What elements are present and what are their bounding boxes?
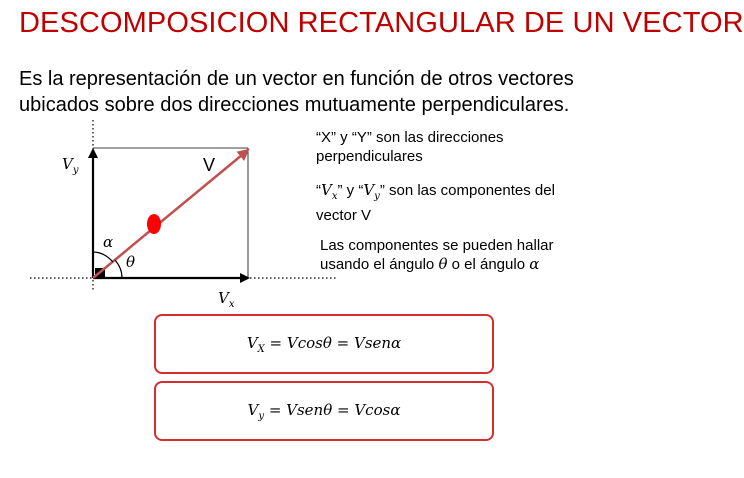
theta-arc bbox=[115, 260, 122, 278]
axes-note-line-1: “X” y “Y” son las direcciones bbox=[316, 129, 504, 146]
page-title: DESCOMPOSICION RECTANGULAR DE UN VECTOR bbox=[19, 7, 744, 39]
components-note-line-1: “$V_x$” y “$V_y$” son las componentes del bbox=[316, 181, 555, 202]
angles-note-line-1: Las componentes se pueden hallar bbox=[320, 237, 554, 254]
intro-line-1: Es la representación de un vector en función de otros vectores bbox=[19, 68, 574, 90]
angles-note-line-2: usando el ángulo θ o el ángulo α bbox=[320, 255, 540, 273]
alpha-arc bbox=[93, 252, 113, 262]
components-note-line-2: vector V bbox=[316, 207, 372, 224]
theta-label: θ bbox=[126, 253, 136, 271]
main-vector-arrow bbox=[93, 150, 248, 278]
components-note bbox=[316, 181, 555, 225]
angles-note bbox=[320, 236, 554, 274]
vy-formula: $V_y$ = Vsenθ = Vcosα bbox=[247, 400, 401, 422]
vy-label: $V_y$ bbox=[62, 155, 79, 176]
vx-formula-box bbox=[154, 314, 494, 374]
alpha-label: α bbox=[103, 233, 114, 251]
red-dot bbox=[147, 214, 161, 234]
vx-label: $V_x$ bbox=[218, 289, 235, 310]
vy-formula-box bbox=[154, 381, 494, 441]
axes-note-line-2: perpendiculares bbox=[316, 148, 423, 165]
intro-line-2: ubicados sobre dos direcciones mutuamente perpendiculares. bbox=[19, 94, 570, 116]
vx-formula: $V_X = Vcos\theta$ = Vsenα bbox=[246, 333, 402, 355]
axes-note bbox=[316, 128, 504, 166]
vector-v-label: V bbox=[203, 155, 216, 175]
